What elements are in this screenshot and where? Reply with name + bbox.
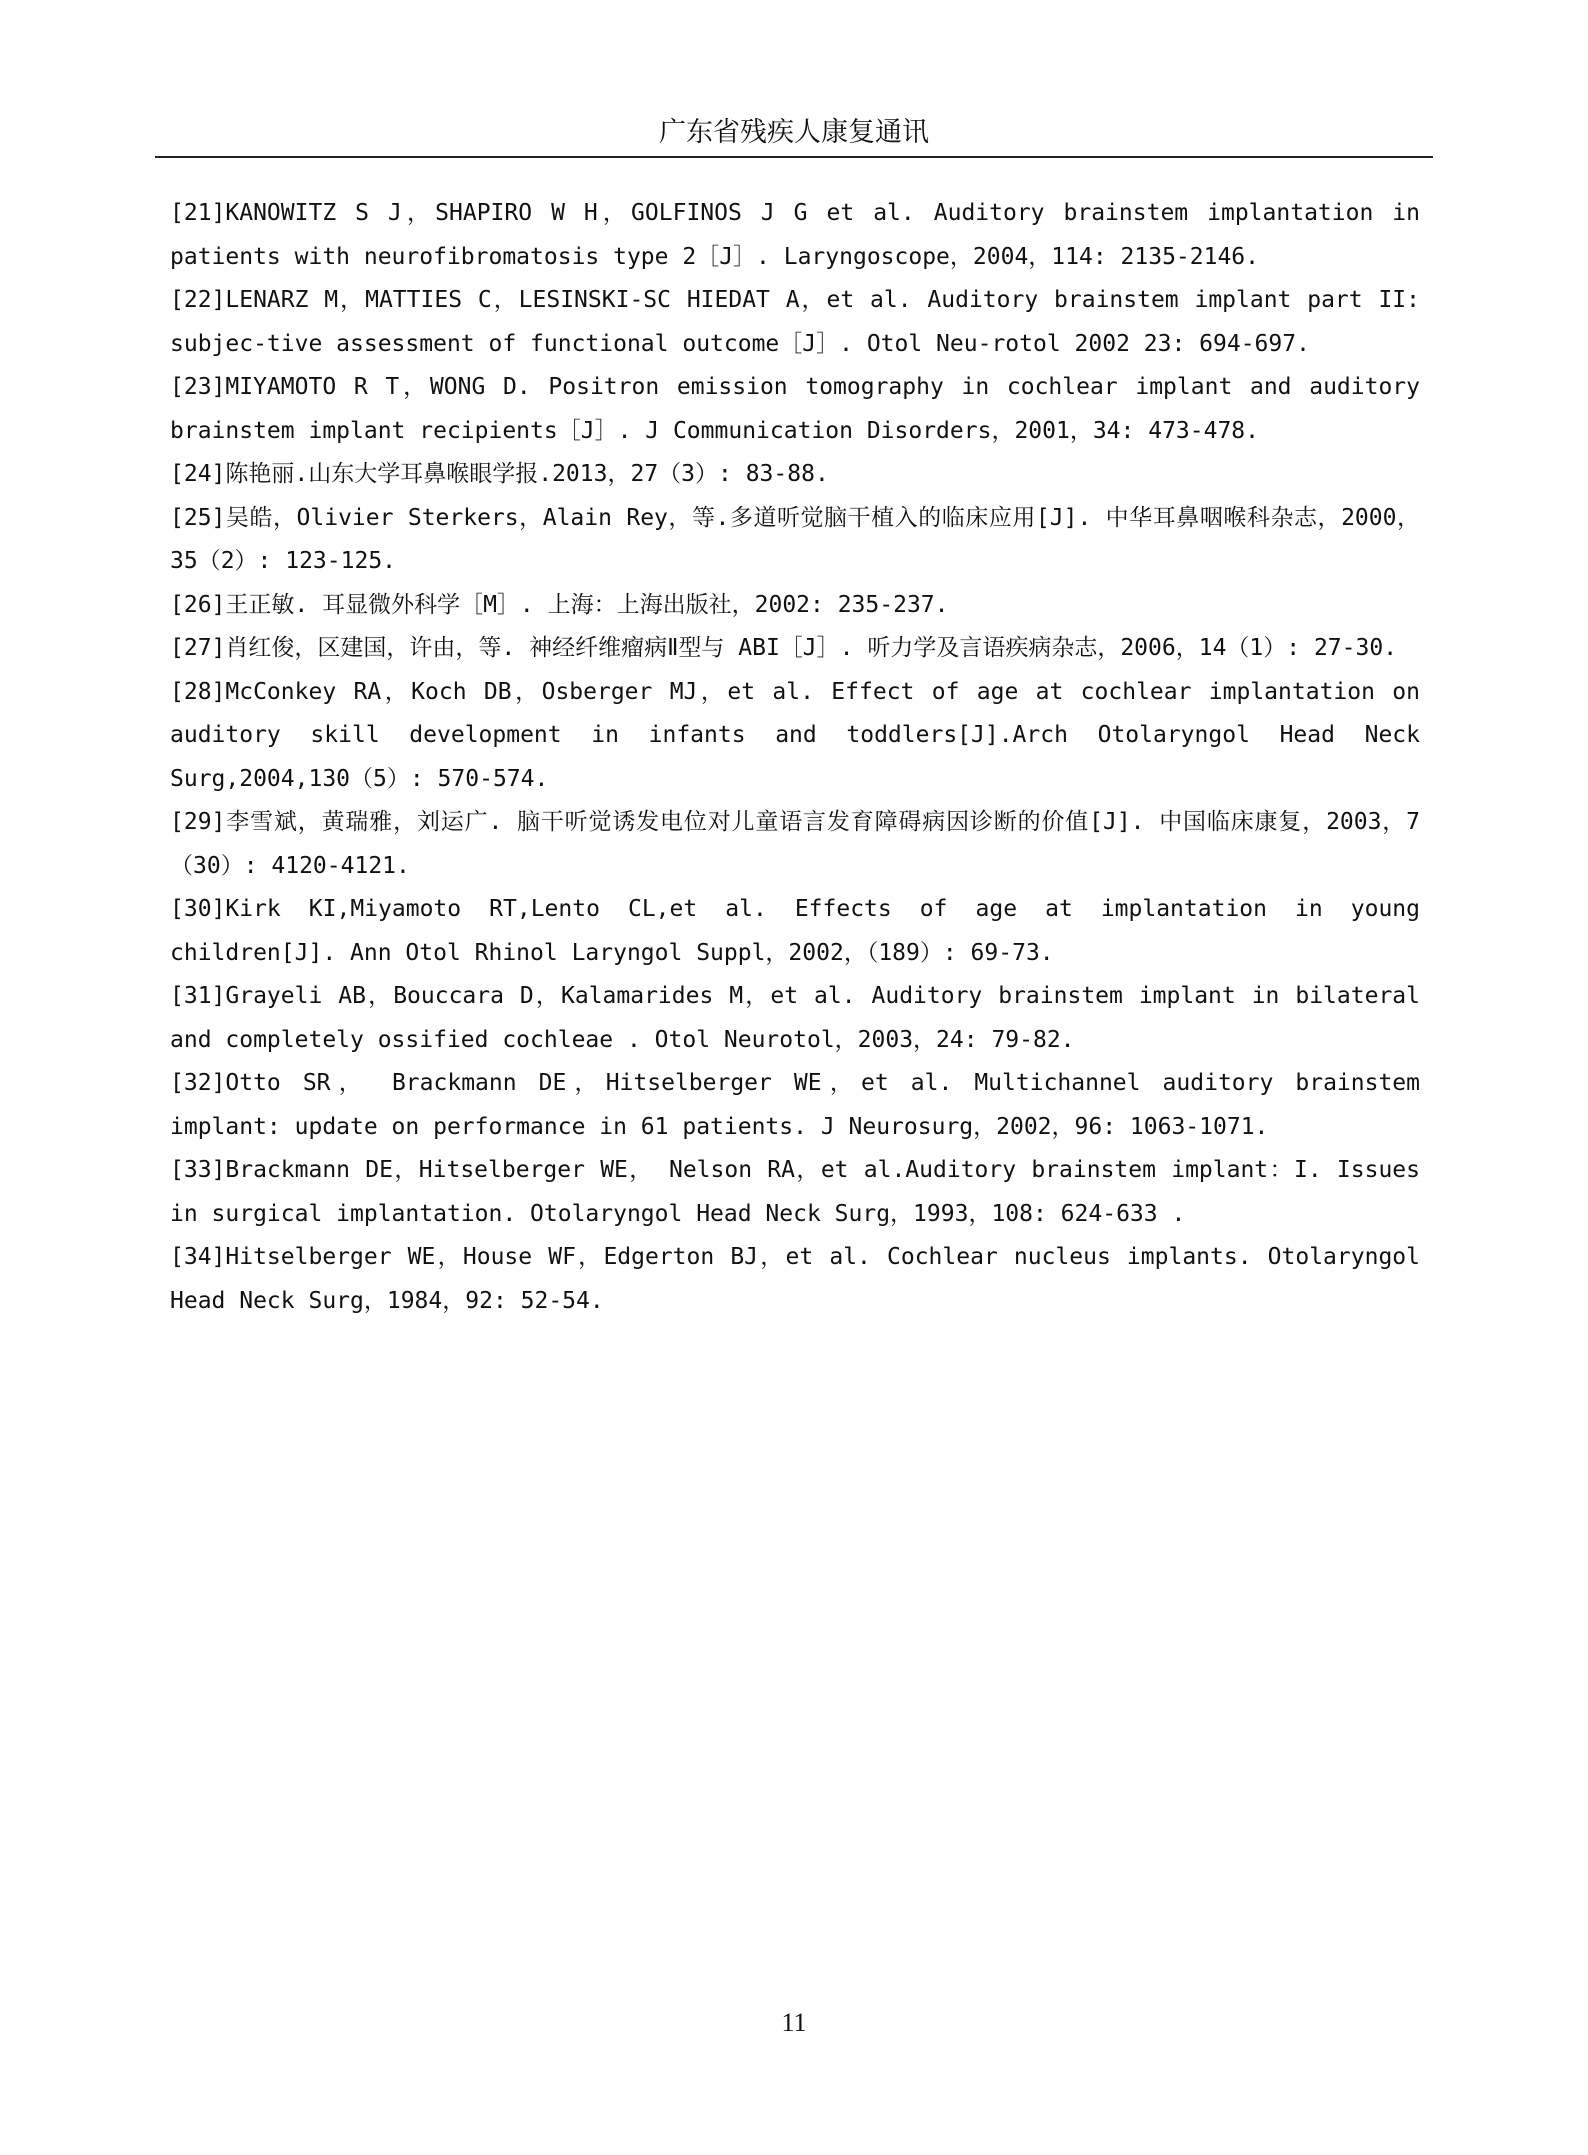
reference-item-23: [23]MIYAMOTO R T，WONG D. Positron emission tomography in cochlear implant and auditory brainstem implant recipients［J］. J Communication Disorders，2001，34: 473-478. bbox=[170, 374, 1420, 444]
journal-title: 广东省残疾人康复通讯 bbox=[659, 117, 929, 148]
reference-item-26: [26]王正敏. 耳显微外科学［M］. 上海：上海出版社，2002: 235-237. bbox=[170, 591, 949, 618]
reference-item-21: [21]KANOWITZ S J，SHAPIRO W H，GOLFINOS J G et al. Auditory brainstem implantation in patients with neurofibromatosis type 2［J］. Laryngoscope，2004，114: 2135-2146. bbox=[170, 200, 1420, 270]
reference-list bbox=[170, 192, 1420, 1323]
page-number: 11 bbox=[781, 2008, 807, 2037]
reference-item-32: [32]Otto SR， Brackmann DE，Hitselberger WE，et al. Multichannel auditory brainstem implant: update on performance in 61 patients. J Neurosurg，2002，96: 1063-1071. bbox=[170, 1070, 1420, 1140]
reference-item-31: [31]Grayeli AB，Bouccara D，Kalamarides M，et al. Auditory brainstem implant in bilateral and completely ossified cochleae . Otol Neurotol，2003，24: 79-82. bbox=[170, 983, 1420, 1053]
reference-item-29: [29]李雪斌，黄瑞雅，刘运广. 脑干听觉诱发电位对儿童语言发育障碍病因诊断的价值[J]. 中国临床康复，2003，7（30）: 4120-4121. bbox=[170, 809, 1420, 879]
reference-item-30: [30]Kirk KI,Miyamoto RT,Lento CL,et al. Effects of age at implantation in young children[J]. Ann Otol Rhinol Laryngol Suppl，2002，（189）: 69-73. bbox=[170, 896, 1420, 966]
reference-item-22: [22]LENARZ M，MATTIES C，LESINSKI-SC HIEDAT A，et al. Auditory brainstem implant part II: subjec-tive assessment of functional outcome［J］. Otol Neu-rotol 2002 23: 694-697. bbox=[170, 287, 1420, 357]
reference-item-25: [25]吴皓，Olivier Sterkers，Alain Rey，等.多道听觉脑干植入的临床应用[J]. 中华耳鼻咽喉科杂志，2000，35（2）: 123-125. bbox=[170, 504, 1420, 574]
page-header bbox=[155, 110, 1433, 158]
reference-item-27: [27]肖红俊，区建国，许由，等. 神经纤维瘤病Ⅱ型与 ABI［J］. 听力学及言语疾病杂志，2006，14（1）: 27-30. bbox=[170, 635, 1398, 661]
reference-item-33: [33]Brackmann DE，Hitselberger WE， Nelson RA，et al.Auditory brainstem implant：I. Issues in surgical implantation. Otolaryngol Head Neck Surg，1993，108: 624-633 . bbox=[170, 1157, 1420, 1227]
reference-item-24: [24]陈艳丽.山东大学耳鼻喉眼学报.2013，27（3）: 83-88. bbox=[170, 461, 829, 487]
reference-item-28: [28]McConkey RA，Koch DB，Osberger MJ，et al. Effect of age at cochlear implantation on auditory skill development in infants and toddlers[J].Arch Otolaryngol Head Neck Surg,2004,130（5）: 570-574. bbox=[170, 678, 1420, 792]
reference-item-34: [34]Hitselberger WE，House WF，Edgerton BJ，et al. Cochlear nucleus implants. Otolaryngol Head Neck Surg，1984，92: 52-54. bbox=[170, 1244, 1420, 1314]
